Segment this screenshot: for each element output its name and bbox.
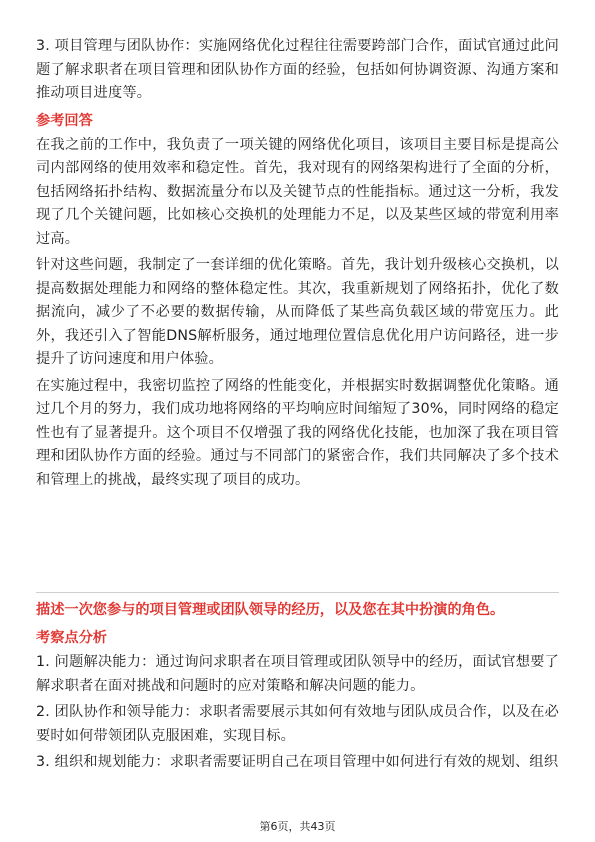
answer-paragraph: 针对这些问题，我制定了一套详细的优化策略。首先，我计划升级核心交换机，以提高数据处理能力和网络的整体稳定性。其次，我重新规划了网络拓扑，优化了数据流向，减少了不必要的数据传输，从而降低了某些高负载区域的带宽压力。此外，我还引入了智能DNS解析服务，通过地理位置信息优化用户访问路径，进一步提升了访问速度和用户体验。	[36, 257, 559, 367]
answer-paragraph: 在实施过程中，我密切监控了网络的性能变化，并根据实时数据调整优化策略。通过几个月的努力，我们成功地将网络的平均响应时间缩短了30%，同时网络的稳定性也有了显著提升。这个项目不仅增强了我的网络优化技能，也加深了我在项目管理和团队协作方面的经验。通过与不同部门的紧密合作，我们共同解决了多个技术和管理上的挑战，最终实现了项目的成功。	[36, 377, 559, 488]
analysis-heading: 考察点分析	[36, 630, 107, 646]
page-number-footer: 第6页，共43页	[259, 820, 336, 833]
analysis-item: 3. 组织和规划能力：求职者需要证明自己在项目管理中如何进行有效的规划、组织	[36, 754, 559, 770]
answer-paragraph: 在我之前的工作中，我负责了一项关键的网络优化项目，该项目主要目标是提高公司内部网络的使用效率和稳定性。首先，我对现有的网络架构进行了全面的分析，包括网络拓扑结构、数据流量分布以及关键节点的性能指标。通过这一分析，我发现了几个关键问题，比如核心交换机的处理能力不足，以及某些区域的带宽利用率过高。	[36, 136, 559, 247]
intro-item-3: 3. 项目管理与团队协作：实施网络优化过程往往需要跨部门合作，面试官通过此问题了解求职者在项目管理和团队协作方面的经验，包括如何协调资源、沟通方案和推动项目进度等。	[36, 38, 559, 101]
analysis-item: 2. 团队协作和领导能力：求职者需要展示其如何有效地与团队成员合作，以及在必要时如何带领团队克服困难，实现目标。	[36, 704, 559, 744]
interview-question: 描述一次您参与的项目管理或团队领导的经历，以及您在其中扮演的角色。	[36, 602, 505, 618]
section-divider	[36, 592, 559, 593]
answer-section	[36, 35, 559, 495]
analysis-item: 1. 问题解决能力：通过询问求职者在项目管理或团队领导中的经历，面试官想要了解求职者在面对挑战和问题时的应对策略和解决问题的能力。	[36, 654, 559, 694]
question-section	[36, 599, 559, 778]
reference-answer-heading: 参考回答	[36, 112, 93, 129]
